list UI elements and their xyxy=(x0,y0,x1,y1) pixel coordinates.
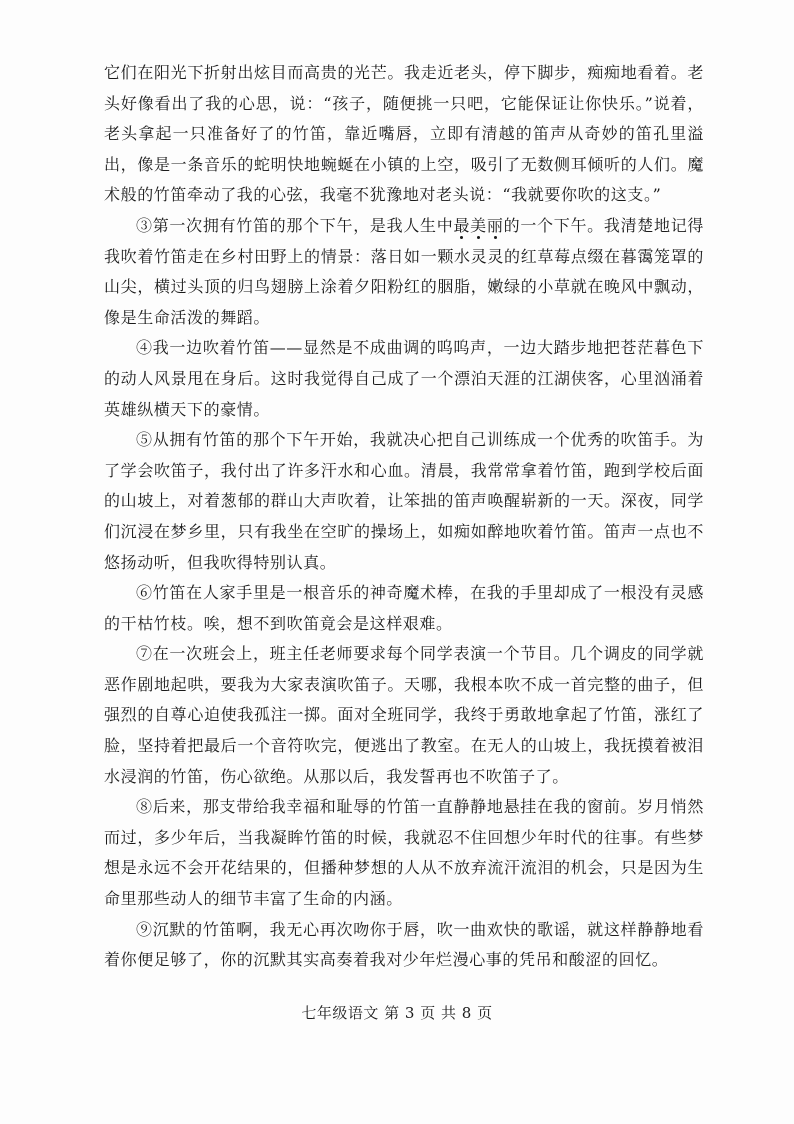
paragraph-6: ⑥竹笛在人家手里是一根音乐的神奇魔术棒，在我的手里却成了一根没有灵感的干枯竹枝。唉，想不到吹笛竟会是这样艰难。 xyxy=(104,583,704,633)
paragraph-continuation: 它们在阳光下折射出炫目而高贵的光芒。我走近老头，停下脚步，痴痴地看着。老头好像看出了我的心思，说：“孩子，随便挑一只吧，它能保证让你快乐。”说着，老头拿起一只准备好了的竹笛，靠近嘴唇，立即有清越的笛声从奇妙的笛孔里溢出，像是一条音乐的蛇明快地蜿蜒在小镇的上空，吸引了无数侧耳倾听的人们。魔术般的竹笛牵动了我的心弦，我毫不犹豫地对老头说：“我就要你吹的这支。” xyxy=(104,63,704,205)
paragraph-9: ⑨沉默的竹笛啊，我无心再次吻你于唇，吹一曲欢快的歌谣，就这样静静地看着你便足够了，你的沉默其实高奏着我对少年烂漫心事的凭吊和酸涩的回忆。 xyxy=(104,919,704,970)
paragraph-3 xyxy=(104,211,704,333)
paragraph-3-after: 的一个下午。我清楚地记得我吹着竹笛走在乡村田野上的情景：落日如一颗水灵灵的红草莓点缀在暮霭笼罩的山尖，横过头顶的归鸟翅膀上涂着夕阳粉红的胭脂，嫩绿的小草就在晚风中飘动，像是生命活泼的舞蹈。 xyxy=(104,215,704,327)
emphasis-char: 美 xyxy=(470,215,487,235)
reading-passage xyxy=(104,58,704,976)
paragraph-8: ⑧后来，那支带给我幸福和耻辱的竹笛一直静静地悬挂在我的窗前。岁月悄然而过，多少年后，当我凝眸竹笛的时候，我就忍不住回想少年时代的往事。有些梦想是永远不会开花结果的，但播种梦想的人从不放弃流汗流泪的机会，只是因为生命里那些动人的细节丰富了生命的内涵。 xyxy=(104,797,704,909)
paragraph-5: ⑤从拥有竹笛的那个下午开始，我就决心把自己训练成一个优秀的吹笛手。为了学会吹笛子，我付出了许多汗水和心血。清晨，我常常拿着竹笛，跑到学校后面的山坡上，对着葱郁的群山大声吹着，让笨拙的笛声唤醒崭新的一天。深夜，同学们沉浸在梦乡里，只有我坐在空旷的操场上，如痴如醉地吹着竹笛。笛声一点也不悠扬动听，但我吹得特别认真。 xyxy=(104,430,704,572)
paragraph-4: ④我一边吹着竹笛——显然是不成曲调的呜呜声，一边大踏步地把苍茫暮色下的动人风景甩在身后。这时我觉得自己成了一个漂泊天涯的江湖侠客，心里汹涌着英雄纵横天下的豪情。 xyxy=(104,338,704,419)
paragraph-7: ⑦在一次班会上，班主任老师要求每个同学表演一个节目。几个调皮的同学就恶作剧地起哄，要我为大家表演吹笛子。天哪，我根本吹不成一首完整的曲子，但强烈的自尊心迫使我孤注一掷。面对全班同学，我终于勇敢地拿起了竹笛，涨红了脸，坚持着把最后一个音符吹完，便逃出了教室。在无人的山坡上，我抚摸着被泪水浸润的竹笛，伤心欲绝。从那以后，我发誓再也不吹笛子了。 xyxy=(104,644,704,786)
paragraph-3-before: ③第一次拥有竹笛的那个下午，是我人生中 xyxy=(136,215,454,235)
emphasis-char: 最 xyxy=(453,215,471,235)
emphasis-char: 丽 xyxy=(486,215,504,235)
page-footer: 七年级语文 第 3 页 共 8 页 xyxy=(301,1004,493,1022)
